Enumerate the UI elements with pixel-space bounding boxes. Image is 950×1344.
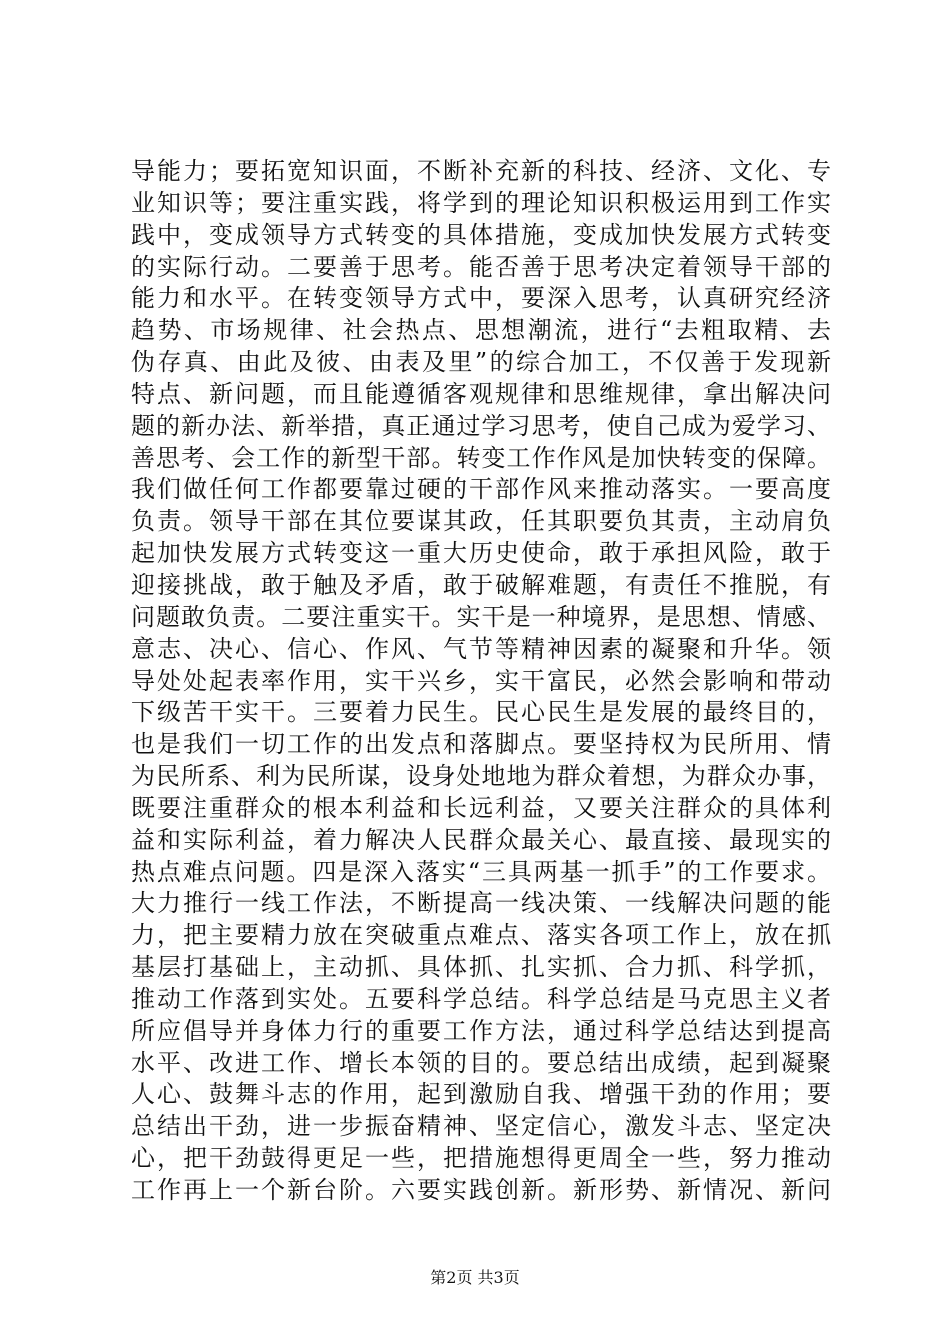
text-line: 水平、改进工作、增长本领的目的。要总结出成绩，起到凝聚: [131, 1048, 831, 1077]
text-line: 热点难点问题。四是深入落实“三具两基一抓手”的工作要求。: [131, 857, 831, 886]
text-line: 能力和水平。在转变领导方式中，要深入思考，认真研究经济: [131, 284, 831, 313]
body-text: [131, 156, 831, 1207]
text-line: 导处处起表率作用，实干兴乡，实干富民，必然会影响和带动: [131, 666, 831, 695]
text-line: 意志、决心、信心、作风、气节等精神因素的凝聚和升华。领: [131, 634, 831, 663]
text-line: 所应倡导并身体力行的重要工作方法，通过科学总结达到提高: [131, 1016, 831, 1045]
text-line: 趋势、市场规律、社会热点、思想潮流，进行“去粗取精、去: [131, 316, 831, 345]
text-line: 力，把主要精力放在突破重点难点、落实各项工作上，放在抓: [131, 921, 831, 950]
text-line: 善思考、会工作的新型干部。转变工作作风是加快转变的保障。: [131, 443, 831, 472]
text-line: 既要注重群众的根本利益和长远利益，又要关注群众的具体利: [131, 793, 831, 822]
text-line: 推动工作落到实处。五要科学总结。科学总结是马克思主义者: [131, 984, 831, 1013]
text-line: 下级苦干实干。三要着力民生。民心民生是发展的最终目的，: [131, 698, 831, 727]
text-line: 基层打基础上，主动抓、具体抓、扎实抓、合力抓、科学抓，: [131, 953, 831, 982]
text-line: 伪存真、由此及彼、由表及里”的综合加工，不仅善于发现新: [131, 348, 831, 377]
text-line: 问题敢负责。二要注重实干。实干是一种境界，是思想、情感、: [131, 602, 831, 631]
page-footer: 第2页 共3页: [430, 1268, 520, 1287]
text-line: 大力推行一线工作法，不断提高一线决策、一线解决问题的能: [131, 889, 831, 918]
text-line: 工作再上一个新台阶。六要实践创新。新形势、新情况、新问: [131, 1176, 831, 1204]
text-line: 起加快发展方式转变这一重大历史使命，敢于承担风险，敢于: [131, 539, 831, 568]
text-line: 业知识等；要注重实践，将学到的理论知识积极运用到工作实: [131, 188, 831, 217]
text-line: 为民所系、利为民所谋，设身处地地为群众着想，为群众办事，: [131, 762, 831, 791]
text-line: 负责。领导干部在其位要谋其政，任其职要负其责，主动肩负: [131, 507, 831, 536]
text-line: 人心、鼓舞斗志的作用，起到激励自我、增强干劲的作用；要: [131, 1080, 831, 1109]
text-line: 也是我们一切工作的出发点和落脚点。要坚持权为民所用、情: [131, 730, 831, 759]
text-line: 心，把干劲鼓得更足一些，把措施想得更周全一些，努力推动: [131, 1144, 831, 1173]
text-line: 总结出干劲，进一步振奋精神、坚定信心，激发斗志、坚定决: [131, 1112, 831, 1141]
text-line: 导能力；要拓宽知识面，不断补充新的科技、经济、文化、专: [131, 157, 831, 185]
text-line: 的实际行动。二要善于思考。能否善于思考决定着领导干部的: [131, 252, 831, 281]
text-line: 践中，变成领导方式转变的具体措施，变成加快发展方式转变: [131, 220, 831, 249]
text-line: 我们做任何工作都要靠过硬的干部作风来推动落实。一要高度: [131, 475, 831, 504]
text-line: 益和实际利益，着力解决人民群众最关心、最直接、最现实的: [131, 825, 831, 854]
text-line: 迎接挑战，敢于触及矛盾，敢于破解难题，有责任不推脱，有: [131, 570, 831, 599]
text-line: 题的新办法、新举措，真正通过学习思考，使自己成为爱学习、: [131, 411, 831, 440]
text-line: 特点、新问题，而且能遵循客观规律和思维规律，拿出解决问: [131, 379, 831, 408]
